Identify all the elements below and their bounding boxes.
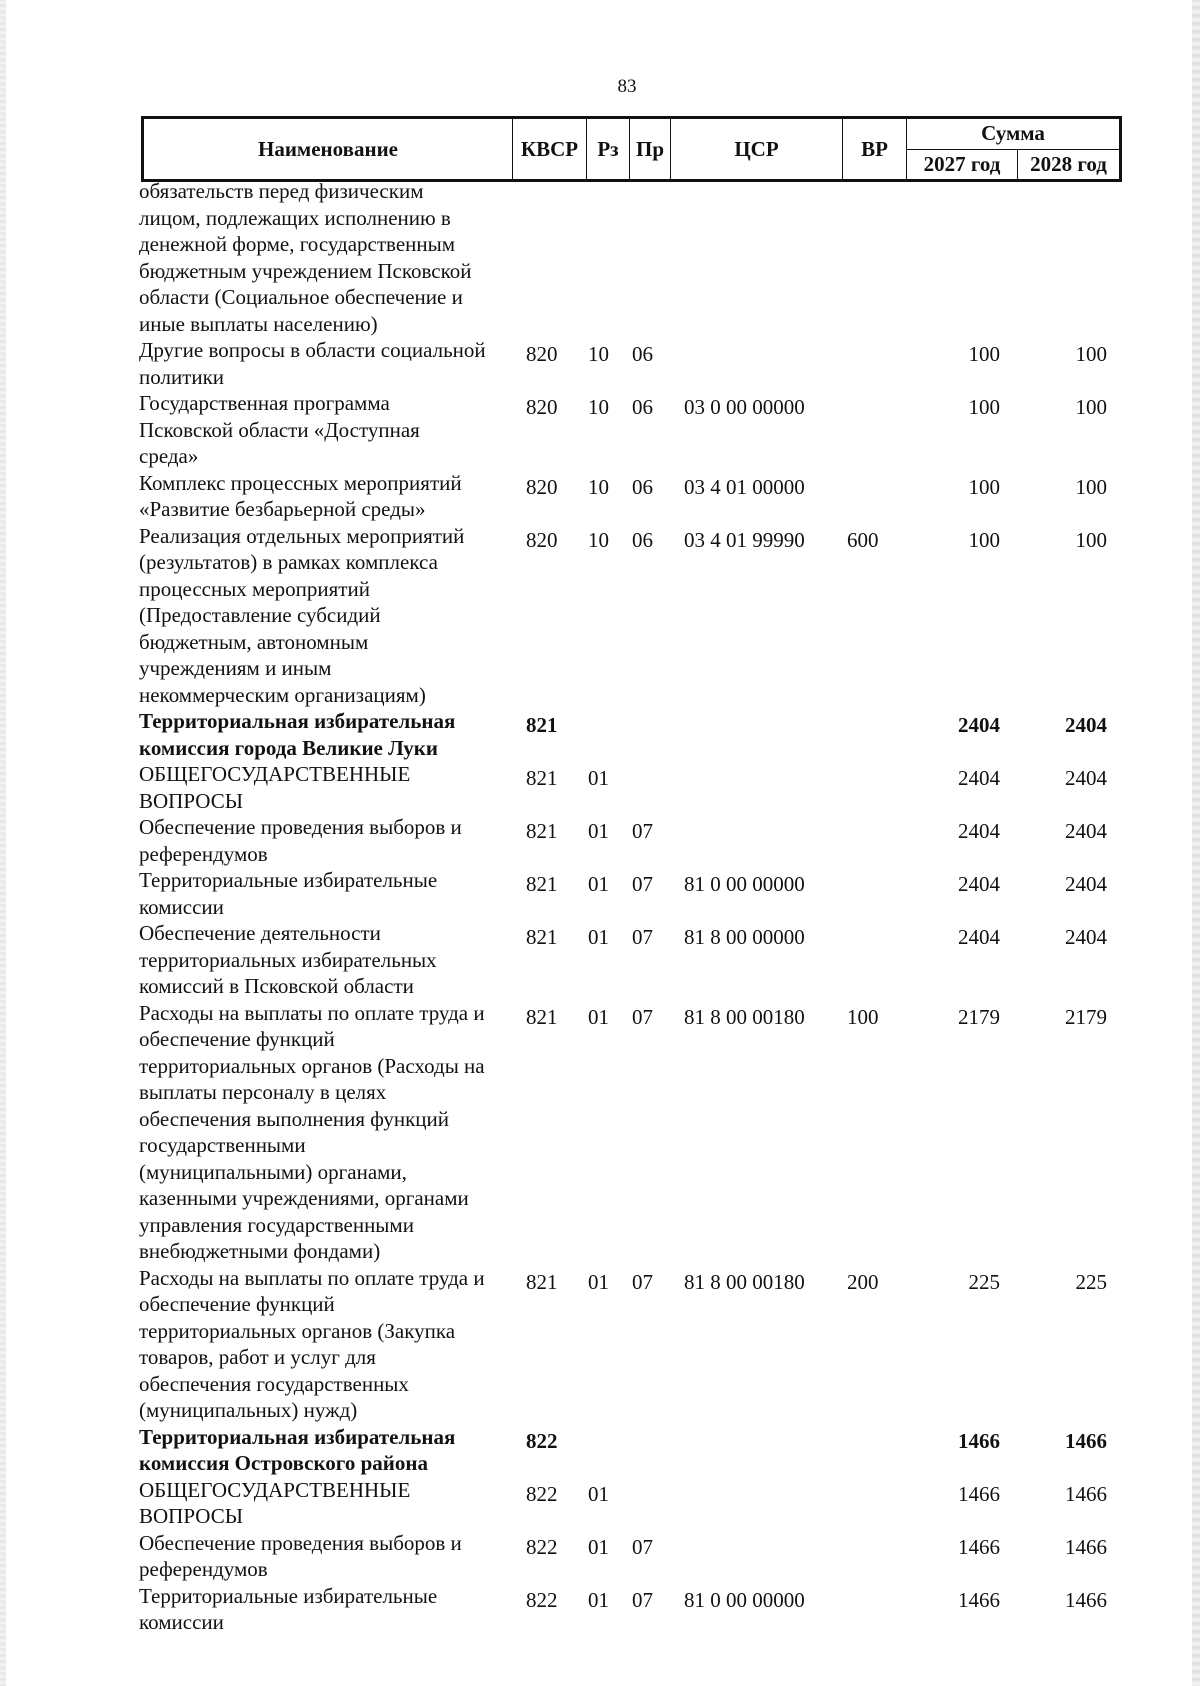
row-y2028: 2404	[1065, 766, 1107, 790]
row-y2027: 100	[968, 527, 1000, 552]
row-y2027: 100	[968, 395, 1000, 419]
row-kvsr: 820	[526, 395, 558, 419]
row-csr: 03 0 00 00000	[684, 395, 805, 419]
row-y2027: 2404	[958, 872, 1000, 896]
row-pr: 06	[632, 527, 653, 552]
row-kvsr: 820	[526, 342, 558, 366]
row-pr: 07	[632, 1534, 653, 1559]
row-kvsr: 821	[526, 819, 558, 843]
row-pr: 07	[632, 1269, 653, 1294]
row-rz: 10	[588, 342, 609, 366]
table-row	[0, 867, 1200, 920]
header-kvsr: КВСР	[513, 118, 587, 181]
row-name: Территориальная избирательная комиссия города Великие Луки	[139, 709, 456, 760]
table-row	[0, 178, 1200, 337]
row-csr: 81 0 00 00000	[684, 872, 805, 896]
row-y2027: 1466	[958, 1534, 1000, 1559]
header-csr: ЦСР	[671, 118, 843, 181]
row-name: Комплекс процессных мероприятий «Развитие безбарьерной среды»	[139, 470, 462, 521]
row-y2027: 1466	[958, 1428, 1000, 1453]
header-sum: Сумма	[907, 118, 1121, 150]
table-row	[0, 1530, 1200, 1583]
table-body	[0, 178, 1200, 1636]
row-y2027: 100	[968, 342, 1000, 366]
header-name: Наименование	[143, 118, 513, 181]
row-name: Территориальные избирательные комиссии	[139, 1583, 438, 1634]
row-name: ОБЩЕГОСУДАРСТВЕННЫЕ ВОПРОСЫ	[139, 762, 411, 813]
table-row	[0, 920, 1200, 1000]
header-year-2027: 2027 год	[907, 149, 1018, 181]
row-y2028: 100	[1075, 527, 1107, 552]
row-y2027: 225	[968, 1269, 1000, 1294]
row-rz: 01	[588, 1587, 609, 1612]
header-vr: ВР	[843, 118, 907, 181]
row-y2027: 1466	[958, 1481, 1000, 1506]
row-pr: 06	[632, 342, 653, 366]
row-csr: 81 8 00 00180	[684, 1269, 805, 1294]
row-name: Расходы на выплаты по оплате труда и обеспечение функций территориальных органов (Расходы на выплаты персоналу в целях обеспечения выполнения функций государственными (муниципальными) органами, казенными учреждениями, органами управления государственными внебюджетными фондами)	[139, 1000, 485, 1263]
row-rz: 10	[588, 474, 609, 499]
row-rz: 01	[588, 1269, 609, 1294]
row-y2028: 1466	[1065, 1534, 1107, 1559]
table-row	[0, 523, 1200, 709]
row-csr: 03 4 01 99990	[684, 527, 805, 552]
row-name: Обеспечение проведения выборов и референдумов	[139, 815, 462, 866]
row-y2028: 2179	[1065, 1004, 1107, 1029]
row-rz: 01	[588, 872, 609, 896]
row-kvsr: 822	[526, 1428, 558, 1453]
row-y2028: 2404	[1065, 819, 1107, 843]
table-row	[0, 390, 1200, 470]
row-csr: 81 8 00 00000	[684, 925, 805, 949]
row-kvsr: 821	[526, 713, 558, 737]
row-kvsr: 821	[526, 872, 558, 896]
header-pr: Пр	[630, 118, 671, 181]
row-name: Обеспечение деятельности территориальных избирательных комиссий в Псковской области	[139, 921, 437, 998]
row-pr: 07	[632, 1004, 653, 1029]
row-pr: 07	[632, 819, 653, 843]
row-name: Расходы на выплаты по оплате труда и обеспечение функций территориальных органов (Закупка товаров, работ и услуг для обеспечения государственных (муниципальных) нужд)	[139, 1265, 485, 1422]
page-number: 83	[617, 76, 637, 97]
row-vr: 100	[847, 1004, 879, 1029]
row-y2028: 100	[1075, 474, 1107, 499]
row-rz: 01	[588, 819, 609, 843]
table-row	[0, 814, 1200, 867]
row-pr: 07	[632, 872, 653, 896]
row-kvsr: 822	[526, 1587, 558, 1612]
row-name: ОБЩЕГОСУДАРСТВЕННЫЕ ВОПРОСЫ	[139, 1477, 411, 1528]
table-header	[141, 116, 1122, 182]
row-name: обязательств перед физическим лицом, подлежащих исполнению в денежной форме, государственным бюджетным учреждением Псковской области (Социальное обеспечение и иные выплаты населению)	[139, 179, 472, 336]
row-rz: 01	[588, 925, 609, 949]
row-y2027: 100	[968, 474, 1000, 499]
header-year-2028: 2028 год	[1018, 149, 1121, 181]
row-kvsr: 821	[526, 1004, 558, 1029]
table-row	[0, 761, 1200, 814]
table-row	[0, 708, 1200, 761]
row-rz: 10	[588, 527, 609, 552]
row-y2027: 1466	[958, 1587, 1000, 1612]
row-y2028: 100	[1075, 342, 1107, 366]
row-y2027: 2404	[958, 819, 1000, 843]
row-kvsr: 820	[526, 527, 558, 552]
row-pr: 07	[632, 925, 653, 949]
row-name: Государственная программа Псковской области «Доступная среда»	[139, 391, 420, 468]
row-kvsr: 821	[526, 1269, 558, 1294]
table-row	[0, 1424, 1200, 1477]
row-name: Реализация отдельных мероприятий (результатов) в рамках комплекса процессных мероприятий (Предоставление субсидий бюджетным, автономным учреждениям и иным некоммерческим организациям)	[139, 523, 465, 707]
row-rz: 01	[588, 766, 609, 790]
row-rz: 01	[588, 1534, 609, 1559]
row-y2027: 2404	[958, 925, 1000, 949]
table-row	[0, 470, 1200, 523]
row-csr: 81 0 00 00000	[684, 1587, 805, 1612]
row-pr: 06	[632, 395, 653, 419]
row-name: Территориальные избирательные комиссии	[139, 868, 438, 919]
row-pr: 06	[632, 474, 653, 499]
row-name: Территориальная избирательная комиссия Островского района	[139, 1424, 456, 1475]
table-row	[0, 1583, 1200, 1636]
row-vr: 600	[847, 527, 879, 552]
row-y2028: 2404	[1065, 872, 1107, 896]
row-rz: 01	[588, 1004, 609, 1029]
row-kvsr: 822	[526, 1534, 558, 1559]
row-y2027: 2179	[958, 1004, 1000, 1029]
row-rz: 01	[588, 1481, 609, 1506]
row-csr: 03 4 01 00000	[684, 474, 805, 499]
row-vr: 200	[847, 1269, 879, 1294]
table-row	[0, 337, 1200, 390]
row-y2028: 2404	[1065, 925, 1107, 949]
row-y2028: 1466	[1065, 1481, 1107, 1506]
row-name: Обеспечение проведения выборов и референдумов	[139, 1530, 462, 1581]
row-y2028: 1466	[1065, 1587, 1107, 1612]
row-rz: 10	[588, 395, 609, 419]
table-row	[0, 1000, 1200, 1265]
row-kvsr: 820	[526, 474, 558, 499]
row-y2028: 100	[1075, 395, 1107, 419]
row-y2028: 225	[1075, 1269, 1107, 1294]
row-name: Другие вопросы в области социальной политики	[139, 338, 486, 389]
row-kvsr: 821	[526, 925, 558, 949]
row-kvsr: 822	[526, 1481, 558, 1506]
table-row	[0, 1265, 1200, 1424]
row-csr: 81 8 00 00180	[684, 1004, 805, 1029]
row-y2028: 1466	[1065, 1428, 1107, 1453]
row-pr: 07	[632, 1587, 653, 1612]
row-kvsr: 821	[526, 766, 558, 790]
row-y2027: 2404	[958, 766, 1000, 790]
header-rz: Рз	[587, 118, 630, 181]
table-row	[0, 1477, 1200, 1530]
row-y2027: 2404	[958, 713, 1000, 737]
row-y2028: 2404	[1065, 713, 1107, 737]
